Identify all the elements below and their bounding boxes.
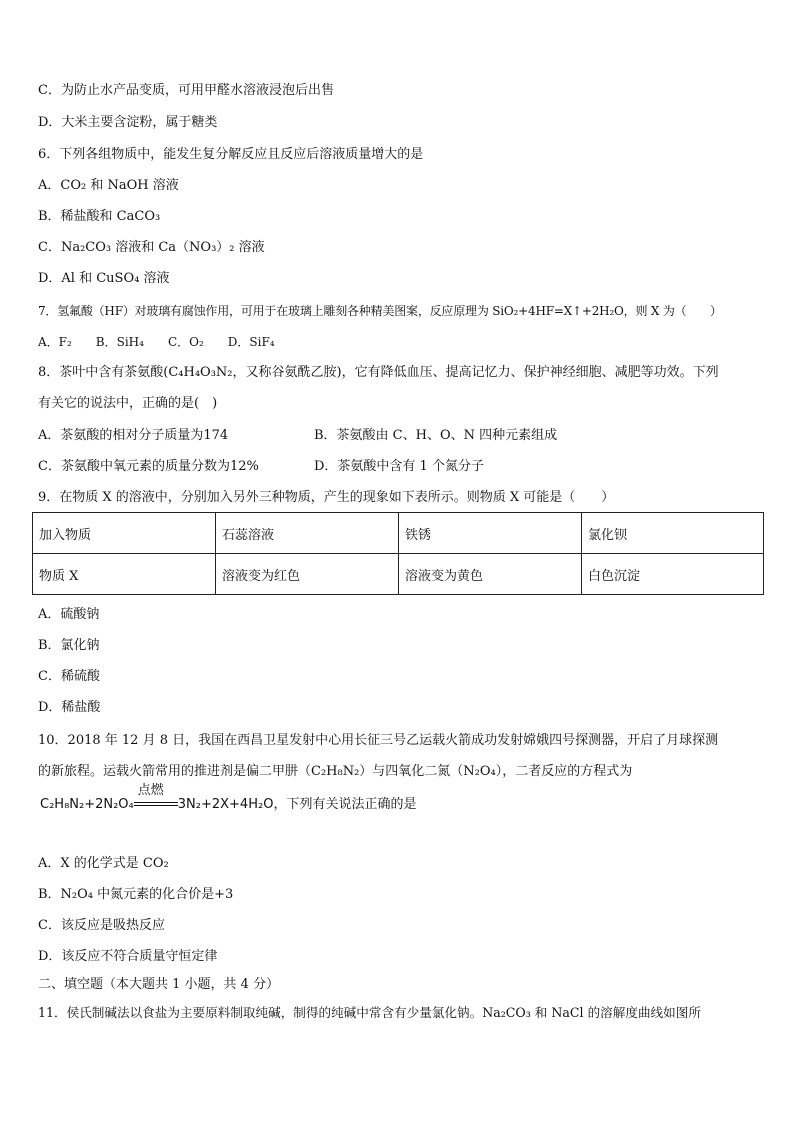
table-cell: 石蕊溶液: [216, 513, 399, 554]
q10-option-a: A．X 的化学式是 CO₂: [38, 856, 169, 871]
equation-products: 3N₂+2X+4H₂O: [177, 797, 274, 812]
table-cell: 溶液变为黄色: [399, 554, 582, 595]
q10-option-c: C．该反应是吸热反应: [38, 918, 165, 933]
table-cell: 加入物质: [33, 513, 216, 554]
q8-option-a: A．茶氨酸的相对分子质量为174: [38, 428, 229, 443]
reaction-condition: 点燃: [137, 783, 164, 798]
q6-option-c: C．Na₂CO₃ 溶液和 Ca（NO₃）₂ 溶液: [38, 240, 265, 255]
reaction-arrow: [134, 783, 178, 814]
table-cell: 白色沉淀: [582, 554, 764, 595]
q8-option-b: B．茶氨酸由 C、H、O、N 四种元素组成: [314, 428, 558, 443]
q6-option-b: B．稀盐酸和 CaCO₃: [38, 209, 161, 224]
q7-stem: 7．氢氟酸（HF）对玻璃有腐蚀作用，可用于在玻璃上雕刻各种精美图案，反应原理为 SiO₂+4HF=X↑+2H₂O，则 X 为（ ）: [38, 304, 722, 318]
q10-option-b: B．N₂O₄ 中氮元素的化合价是+3: [38, 887, 234, 902]
q8-option-c: C．茶氨酸中氧元素的质量分数为12%: [38, 459, 259, 474]
q7-options: A．F₂ B．SiH₄ C．O₂ D．SiF₄: [38, 335, 275, 349]
q10-stem-line2: 的新旅程。运载火箭常用的推进剂是偏二甲肼（C₂H₈N₂）与四氧化二氮（N₂O₄），二者反应的方程式为: [38, 764, 633, 779]
q6-stem: 6．下列各组物质中，能发生复分解反应且反应后溶液质量增大的是: [38, 147, 424, 162]
table-cell: 溶液变为红色: [216, 554, 399, 595]
q9-stem: 9．在物质 X 的溶液中，分别加入另外三种物质，产生的现象如下表所示。则物质 X 可能是（ ）: [38, 490, 615, 505]
equation-reactants: C₂H₈N₂+2N₂O₄: [40, 797, 134, 812]
table-cell: 物质 X: [33, 554, 216, 595]
q9-option-c: C．稀硫酸: [38, 669, 100, 684]
q8-stem-line2: 有关它的说法中，正确的是( ): [38, 396, 218, 411]
table-cell: 氯化钡: [582, 513, 764, 554]
q9-option-d: D．稀盐酸: [38, 700, 101, 715]
q6-option-d: D．Al 和 CuSO₄ 溶液: [38, 271, 170, 286]
table-row: [33, 513, 764, 554]
q9-table: [32, 512, 764, 595]
q9-option-a: A．硫酸钠: [38, 607, 100, 622]
q9-option-b: B．氯化钠: [38, 638, 100, 653]
q10-stem-tail: ，下列有关说法正确的是: [273, 797, 417, 812]
q6-option-a: A．CO₂ 和 NaOH 溶液: [38, 178, 179, 193]
q8-option-d: D．茶氨酸中含有 1 个氮分子: [314, 459, 484, 474]
q8-stem-line1: 8．茶叶中含有茶氨酸(C₄H₄O₃N₂，又称谷氨酰乙胺)，它有降低血压、提高记忆力、保护神经细胞、减肥等功效。下列: [38, 365, 719, 380]
q5-option-c: C．为防止水产品变质，可用甲醛水溶液浸泡后出售: [38, 83, 334, 98]
q11-stem: 11．侯氏制碱法以食盐为主要原料制取纯碱，制得的纯碱中常含有少量氯化钠。Na₂CO₃ 和 NaCl 的溶解度曲线如图所: [38, 1005, 701, 1020]
q5-option-d: D．大米主要含淀粉，属于糖类: [38, 115, 218, 130]
table-row: [33, 554, 764, 595]
section-heading: 二、填空题（本大题共 1 小题，共 4 分）: [38, 977, 280, 992]
q10-option-d: D．该反应不符合质量守恒定律: [38, 949, 218, 964]
q10-stem-line1: 10．2018 年 12 月 8 日，我国在西昌卫星发射中心用长征三号乙运载火箭成功发射嫦娥四号探测器，开启了月球探测: [38, 733, 719, 748]
q10-equation: [40, 783, 417, 814]
table-cell: 铁锈: [399, 513, 582, 554]
